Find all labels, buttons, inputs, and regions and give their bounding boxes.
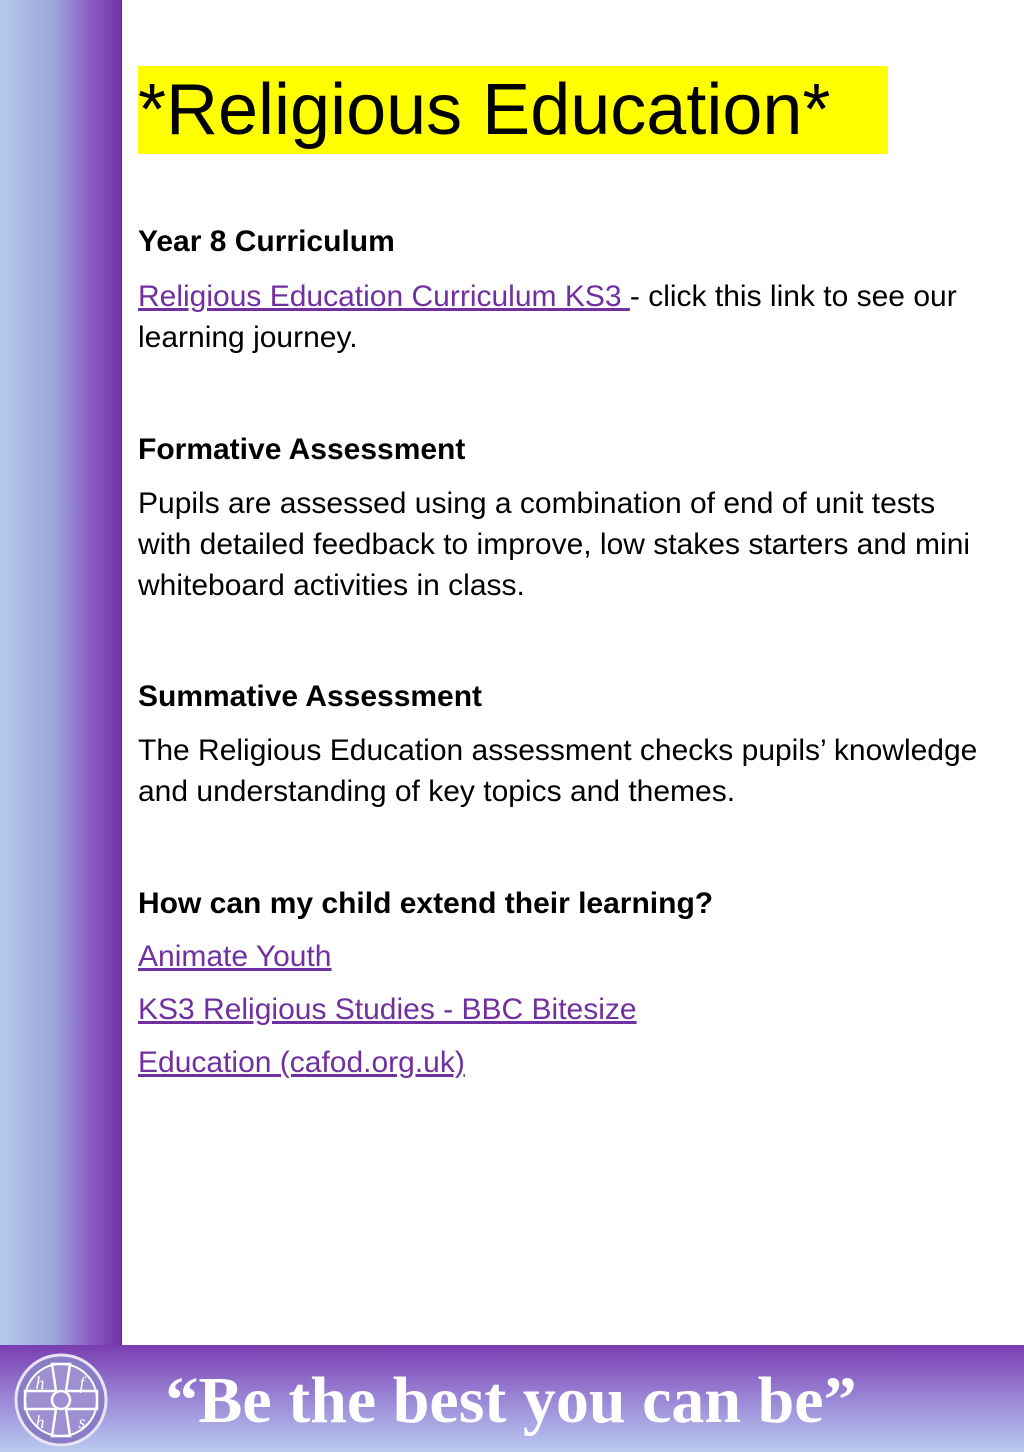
page-title: *Religious Education*	[138, 66, 888, 154]
footer-slogan: “Be the best you can be”	[165, 1364, 857, 1437]
curriculum-text	[138, 276, 998, 358]
curriculum-section	[138, 222, 395, 262]
curriculum-link[interactable]: Religious Education Curriculum KS3	[138, 280, 630, 313]
formative-section	[138, 430, 465, 470]
logo-letter-3: h	[35, 1412, 45, 1432]
extend-heading: How can my child extend their learning?	[138, 887, 714, 920]
left-decorative-bar	[0, 0, 122, 1345]
logo-letter-4: s	[78, 1412, 86, 1432]
bbc-bitesize-link[interactable]: KS3 Religious Studies - BBC Bitesize	[138, 993, 637, 1026]
cafod-link[interactable]: Education (cafod.org.uk)	[138, 1046, 465, 1079]
curriculum-heading: Year 8 Curriculum	[138, 225, 395, 258]
logo-letter-2: f	[79, 1373, 85, 1393]
summative-heading: Summative Assessment	[138, 680, 483, 713]
extend-section	[138, 884, 1008, 924]
summative-section	[138, 677, 482, 717]
curriculum-link-description: - click this link to see our learning journey.	[138, 280, 957, 354]
formative-text: Pupils are assessed using a combination of end of unit tests with detailed feedback to improve, low stakes starters and mini whiteboard activities in class.	[138, 487, 971, 602]
animate-youth-link[interactable]: Animate Youth	[138, 940, 332, 973]
school-logo-icon	[14, 1353, 108, 1447]
summative-text: The Religious Education assessment checks pupils’ knowledge and understanding of key topics and themes.	[138, 734, 978, 808]
logo-letter-1: h	[35, 1373, 45, 1393]
formative-heading: Formative Assessment	[138, 433, 466, 466]
